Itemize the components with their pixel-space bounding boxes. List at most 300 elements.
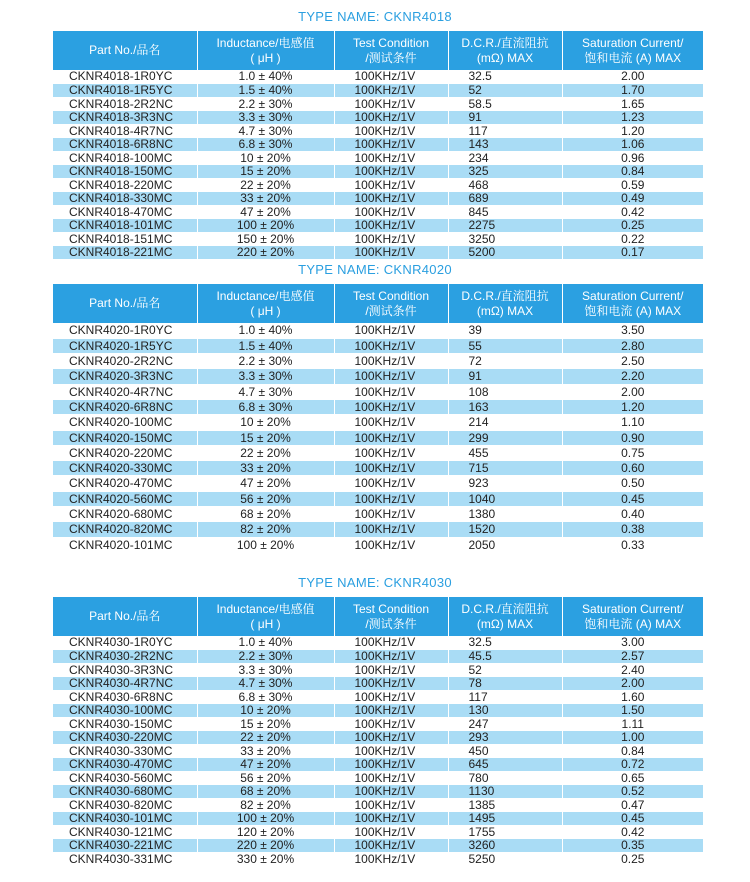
cell-dcr: 689	[448, 192, 562, 206]
cell-inductance: 33 ± 20%	[197, 192, 334, 206]
cell-dcr: 450	[448, 744, 562, 758]
table-row	[53, 852, 703, 866]
cell-part-no: CKNR4030-680MC	[53, 785, 197, 799]
cell-saturation-current: 0.72	[562, 758, 703, 772]
cell-dcr: 32.5	[448, 636, 562, 650]
cell-inductance: 3.3 ± 30%	[197, 663, 334, 677]
cell-inductance: 1.0 ± 40%	[197, 636, 334, 650]
table-row	[53, 415, 703, 430]
cell-part-no: CKNR4018-1R5YC	[53, 84, 197, 98]
type-title: TYPE NAME: CKNR4018	[298, 9, 452, 24]
cell-inductance: 1.5 ± 40%	[197, 84, 334, 98]
cell-saturation-current: 0.42	[562, 825, 703, 839]
cell-inductance: 1.5 ± 40%	[197, 338, 334, 353]
table-row	[53, 384, 703, 399]
cell-test-condition: 100KHz/1V	[334, 445, 448, 460]
cell-saturation-current: 0.96	[562, 151, 703, 165]
cell-inductance: 4.7 ± 30%	[197, 124, 334, 138]
cell-test-condition: 100KHz/1V	[334, 138, 448, 152]
cell-inductance: 2.2 ± 30%	[197, 354, 334, 369]
cell-test-condition: 100KHz/1V	[334, 232, 448, 246]
table-row	[53, 771, 703, 785]
cell-inductance: 1.0 ± 40%	[197, 70, 334, 84]
cell-part-no: CKNR4018-1R0YC	[53, 70, 197, 84]
cell-inductance: 220 ± 20%	[197, 839, 334, 853]
header-inductance: Inductance/电感值 ( μH )	[197, 284, 334, 323]
cell-saturation-current: 2.20	[562, 369, 703, 384]
table-row	[53, 476, 703, 491]
cell-test-condition: 100KHz/1V	[334, 537, 448, 552]
cell-saturation-current: 0.65	[562, 771, 703, 785]
cell-saturation-current: 3.50	[562, 323, 703, 338]
cell-test-condition: 100KHz/1V	[334, 704, 448, 718]
table-row	[53, 369, 703, 384]
cell-test-condition: 100KHz/1V	[334, 384, 448, 399]
header-dcr: D.C.R./直流阻抗 (mΩ) MAX	[448, 31, 562, 70]
cell-dcr: 1130	[448, 785, 562, 799]
cell-inductance: 47 ± 20%	[197, 758, 334, 772]
cell-dcr: 130	[448, 704, 562, 718]
cell-part-no: CKNR4020-150MC	[53, 430, 197, 445]
table-row	[53, 744, 703, 758]
cell-part-no: CKNR4018-2R2NC	[53, 97, 197, 111]
cell-saturation-current: 0.47	[562, 798, 703, 812]
cell-dcr: 247	[448, 717, 562, 731]
cell-dcr: 214	[448, 415, 562, 430]
cell-test-condition: 100KHz/1V	[334, 461, 448, 476]
cell-test-condition: 100KHz/1V	[334, 124, 448, 138]
cell-test-condition: 100KHz/1V	[334, 476, 448, 491]
header-row	[53, 284, 703, 323]
cell-saturation-current: 1.23	[562, 111, 703, 125]
cell-inductance: 6.8 ± 30%	[197, 138, 334, 152]
table-row	[53, 663, 703, 677]
cell-dcr: 455	[448, 445, 562, 460]
cell-part-no: CKNR4020-680MC	[53, 507, 197, 522]
cell-test-condition: 100KHz/1V	[334, 323, 448, 338]
cell-test-condition: 100KHz/1V	[334, 522, 448, 537]
cell-saturation-current: 1.11	[562, 717, 703, 731]
cell-inductance: 56 ± 20%	[197, 771, 334, 785]
table-row	[53, 232, 703, 246]
cell-test-condition: 100KHz/1V	[334, 771, 448, 785]
table-row	[53, 636, 703, 650]
cell-dcr: 2275	[448, 219, 562, 233]
cell-dcr: 143	[448, 138, 562, 152]
table-row	[53, 165, 703, 179]
cell-saturation-current: 0.49	[562, 192, 703, 206]
cell-saturation-current: 1.20	[562, 124, 703, 138]
cell-inductance: 82 ± 20%	[197, 798, 334, 812]
cell-dcr: 1495	[448, 812, 562, 826]
table-row	[53, 731, 703, 745]
cell-saturation-current: 0.40	[562, 507, 703, 522]
cell-saturation-current: 1.65	[562, 97, 703, 111]
cell-saturation-current: 1.50	[562, 704, 703, 718]
type-title: TYPE NAME: CKNR4020	[298, 262, 452, 277]
cell-dcr: 1755	[448, 825, 562, 839]
cell-test-condition: 100KHz/1V	[334, 246, 448, 260]
cell-part-no: CKNR4030-6R8NC	[53, 690, 197, 704]
header-saturation-current: Saturation Current/ 饱和电流 (A) MAX	[562, 284, 703, 323]
cell-saturation-current: 0.42	[562, 205, 703, 219]
cell-saturation-current: 3.00	[562, 636, 703, 650]
cell-part-no: CKNR4030-1R0YC	[53, 636, 197, 650]
cell-part-no: CKNR4030-2R2NC	[53, 650, 197, 664]
table-row	[53, 151, 703, 165]
cell-part-no: CKNR4018-150MC	[53, 165, 197, 179]
cell-dcr: 325	[448, 165, 562, 179]
cell-part-no: CKNR4020-220MC	[53, 445, 197, 460]
cell-dcr: 845	[448, 205, 562, 219]
cell-test-condition: 100KHz/1V	[334, 650, 448, 664]
cell-saturation-current: 0.60	[562, 461, 703, 476]
cell-saturation-current: 0.33	[562, 537, 703, 552]
cell-inductance: 82 ± 20%	[197, 522, 334, 537]
cell-saturation-current: 0.25	[562, 852, 703, 866]
cell-test-condition: 100KHz/1V	[334, 839, 448, 853]
cell-part-no: CKNR4030-150MC	[53, 717, 197, 731]
table-row	[53, 138, 703, 152]
cell-dcr: 55	[448, 338, 562, 353]
cell-inductance: 2.2 ± 30%	[197, 650, 334, 664]
cell-dcr: 1380	[448, 507, 562, 522]
cell-dcr: 58.5	[448, 97, 562, 111]
cell-test-condition: 100KHz/1V	[334, 97, 448, 111]
cell-part-no: CKNR4018-330MC	[53, 192, 197, 206]
table-row	[53, 178, 703, 192]
cell-test-condition: 100KHz/1V	[334, 744, 448, 758]
table-row	[53, 839, 703, 853]
cell-inductance: 6.8 ± 30%	[197, 399, 334, 414]
cell-test-condition: 100KHz/1V	[334, 507, 448, 522]
spec-table	[53, 284, 703, 553]
table-row	[53, 399, 703, 414]
cell-saturation-current: 1.20	[562, 399, 703, 414]
cell-test-condition: 100KHz/1V	[334, 677, 448, 691]
cell-inductance: 4.7 ± 30%	[197, 384, 334, 399]
cell-part-no: CKNR4030-220MC	[53, 731, 197, 745]
table-row	[53, 704, 703, 718]
cell-part-no: CKNR4018-151MC	[53, 232, 197, 246]
cell-dcr: 715	[448, 461, 562, 476]
cell-test-condition: 100KHz/1V	[334, 690, 448, 704]
cell-inductance: 56 ± 20%	[197, 491, 334, 506]
cell-dcr: 780	[448, 771, 562, 785]
table-row	[53, 323, 703, 338]
table-row	[53, 84, 703, 98]
cell-saturation-current: 1.70	[562, 84, 703, 98]
cell-test-condition: 100KHz/1V	[334, 70, 448, 84]
cell-inductance: 100 ± 20%	[197, 219, 334, 233]
table-row	[53, 537, 703, 552]
table-row	[53, 124, 703, 138]
cell-test-condition: 100KHz/1V	[334, 165, 448, 179]
table-row	[53, 812, 703, 826]
cell-dcr: 72	[448, 354, 562, 369]
cell-test-condition: 100KHz/1V	[334, 338, 448, 353]
header-inductance: Inductance/电感值 ( μH )	[197, 31, 334, 70]
cell-saturation-current: 2.00	[562, 384, 703, 399]
cell-test-condition: 100KHz/1V	[334, 852, 448, 866]
cell-dcr: 91	[448, 369, 562, 384]
header-test-condition: Test Condition /测试条件	[334, 597, 448, 636]
cell-inductance: 47 ± 20%	[197, 205, 334, 219]
cell-dcr: 117	[448, 690, 562, 704]
table-row	[53, 70, 703, 84]
cell-part-no: CKNR4030-221MC	[53, 839, 197, 853]
cell-dcr: 108	[448, 384, 562, 399]
table-row	[53, 430, 703, 445]
cell-part-no: CKNR4020-330MC	[53, 461, 197, 476]
table-row	[53, 461, 703, 476]
header-part-no: Part No./品名	[53, 284, 197, 323]
cell-inductance: 3.3 ± 30%	[197, 111, 334, 125]
cell-inductance: 10 ± 20%	[197, 151, 334, 165]
cell-dcr: 1040	[448, 491, 562, 506]
cell-part-no: CKNR4018-221MC	[53, 246, 197, 260]
cell-part-no: CKNR4018-6R8NC	[53, 138, 197, 152]
table-row	[53, 354, 703, 369]
cell-inductance: 15 ± 20%	[197, 717, 334, 731]
cell-inductance: 120 ± 20%	[197, 825, 334, 839]
table-row	[53, 205, 703, 219]
cell-part-no: CKNR4030-331MC	[53, 852, 197, 866]
cell-dcr: 39	[448, 323, 562, 338]
table-row	[53, 507, 703, 522]
cell-dcr: 2050	[448, 537, 562, 552]
cell-part-no: CKNR4020-820MC	[53, 522, 197, 537]
header-saturation-current: Saturation Current/ 饱和电流 (A) MAX	[562, 31, 703, 70]
cell-saturation-current: 1.10	[562, 415, 703, 430]
cell-dcr: 468	[448, 178, 562, 192]
cell-saturation-current: 0.38	[562, 522, 703, 537]
cell-test-condition: 100KHz/1V	[334, 205, 448, 219]
table-row	[53, 717, 703, 731]
cell-dcr: 645	[448, 758, 562, 772]
cell-saturation-current: 0.59	[562, 178, 703, 192]
cell-saturation-current: 0.50	[562, 476, 703, 491]
table-row	[53, 219, 703, 233]
cell-part-no: CKNR4020-101MC	[53, 537, 197, 552]
cell-inductance: 47 ± 20%	[197, 476, 334, 491]
cell-part-no: CKNR4030-121MC	[53, 825, 197, 839]
cell-part-no: CKNR4030-100MC	[53, 704, 197, 718]
cell-dcr: 293	[448, 731, 562, 745]
table-row	[53, 522, 703, 537]
cell-saturation-current: 0.90	[562, 430, 703, 445]
cell-part-no: CKNR4020-470MC	[53, 476, 197, 491]
cell-test-condition: 100KHz/1V	[334, 219, 448, 233]
cell-saturation-current: 0.45	[562, 812, 703, 826]
cell-dcr: 299	[448, 430, 562, 445]
type-title: TYPE NAME: CKNR4030	[298, 575, 452, 590]
cell-dcr: 163	[448, 399, 562, 414]
cell-test-condition: 100KHz/1V	[334, 354, 448, 369]
cell-part-no: CKNR4018-3R3NC	[53, 111, 197, 125]
header-dcr: D.C.R./直流阻抗 (mΩ) MAX	[448, 597, 562, 636]
cell-inductance: 330 ± 20%	[197, 852, 334, 866]
cell-dcr: 234	[448, 151, 562, 165]
cell-part-no: CKNR4020-4R7NC	[53, 384, 197, 399]
cell-saturation-current: 1.00	[562, 731, 703, 745]
cell-inductance: 15 ± 20%	[197, 430, 334, 445]
cell-inductance: 15 ± 20%	[197, 165, 334, 179]
cell-part-no: CKNR4020-6R8NC	[53, 399, 197, 414]
cell-saturation-current: 2.80	[562, 338, 703, 353]
cell-saturation-current: 0.25	[562, 219, 703, 233]
cell-part-no: CKNR4018-470MC	[53, 205, 197, 219]
cell-inductance: 68 ± 20%	[197, 785, 334, 799]
cell-saturation-current: 0.84	[562, 165, 703, 179]
header-test-condition: Test Condition /测试条件	[334, 31, 448, 70]
table-body	[53, 70, 703, 259]
cell-saturation-current: 2.57	[562, 650, 703, 664]
cell-test-condition: 100KHz/1V	[334, 151, 448, 165]
cell-saturation-current: 2.50	[562, 354, 703, 369]
cell-inductance: 33 ± 20%	[197, 461, 334, 476]
cell-test-condition: 100KHz/1V	[334, 798, 448, 812]
cell-saturation-current: 0.75	[562, 445, 703, 460]
cell-inductance: 1.0 ± 40%	[197, 323, 334, 338]
cell-test-condition: 100KHz/1V	[334, 491, 448, 506]
cell-part-no: CKNR4018-4R7NC	[53, 124, 197, 138]
table-row	[53, 758, 703, 772]
cell-test-condition: 100KHz/1V	[334, 758, 448, 772]
cell-dcr: 117	[448, 124, 562, 138]
cell-inductance: 6.8 ± 30%	[197, 690, 334, 704]
table-row	[53, 491, 703, 506]
cell-part-no: CKNR4030-470MC	[53, 758, 197, 772]
cell-dcr: 1385	[448, 798, 562, 812]
cell-test-condition: 100KHz/1V	[334, 731, 448, 745]
cell-dcr: 1520	[448, 522, 562, 537]
cell-inductance: 4.7 ± 30%	[197, 677, 334, 691]
table-row	[53, 677, 703, 691]
cell-part-no: CKNR4020-3R3NC	[53, 369, 197, 384]
header-part-no: Part No./品名	[53, 31, 197, 70]
cell-part-no: CKNR4020-1R5YC	[53, 338, 197, 353]
cell-saturation-current: 0.22	[562, 232, 703, 246]
cell-dcr: 91	[448, 111, 562, 125]
table-body	[53, 636, 703, 866]
cell-saturation-current: 0.35	[562, 839, 703, 853]
cell-dcr: 78	[448, 677, 562, 691]
table-row	[53, 246, 703, 260]
cell-dcr: 3250	[448, 232, 562, 246]
header-inductance: Inductance/电感值 ( μH )	[197, 597, 334, 636]
cell-saturation-current: 2.00	[562, 70, 703, 84]
cell-part-no: CKNR4020-1R0YC	[53, 323, 197, 338]
cell-test-condition: 100KHz/1V	[334, 812, 448, 826]
cell-dcr: 5250	[448, 852, 562, 866]
cell-saturation-current: 0.17	[562, 246, 703, 260]
cell-dcr: 923	[448, 476, 562, 491]
cell-saturation-current: 0.45	[562, 491, 703, 506]
cell-test-condition: 100KHz/1V	[334, 636, 448, 650]
table-row	[53, 111, 703, 125]
cell-part-no: CKNR4030-330MC	[53, 744, 197, 758]
cell-inductance: 2.2 ± 30%	[197, 97, 334, 111]
header-part-no: Part No./品名	[53, 597, 197, 636]
cell-part-no: CKNR4030-560MC	[53, 771, 197, 785]
cell-saturation-current: 0.52	[562, 785, 703, 799]
cell-inductance: 22 ± 20%	[197, 445, 334, 460]
cell-dcr: 52	[448, 663, 562, 677]
cell-test-condition: 100KHz/1V	[334, 369, 448, 384]
header-row	[53, 31, 703, 70]
cell-part-no: CKNR4020-2R2NC	[53, 354, 197, 369]
cell-inductance: 33 ± 20%	[197, 744, 334, 758]
cell-inductance: 22 ± 20%	[197, 731, 334, 745]
cell-inductance: 150 ± 20%	[197, 232, 334, 246]
table-row	[53, 338, 703, 353]
cell-part-no: CKNR4030-3R3NC	[53, 663, 197, 677]
cell-saturation-current: 1.60	[562, 690, 703, 704]
cell-dcr: 5200	[448, 246, 562, 260]
cell-inductance: 10 ± 20%	[197, 415, 334, 430]
table-row	[53, 825, 703, 839]
cell-test-condition: 100KHz/1V	[334, 785, 448, 799]
cell-test-condition: 100KHz/1V	[334, 192, 448, 206]
table-row	[53, 650, 703, 664]
cell-inductance: 22 ± 20%	[197, 178, 334, 192]
table-row	[53, 690, 703, 704]
table-row	[53, 445, 703, 460]
cell-test-condition: 100KHz/1V	[334, 111, 448, 125]
cell-inductance: 10 ± 20%	[197, 704, 334, 718]
table-row	[53, 798, 703, 812]
cell-inductance: 68 ± 20%	[197, 507, 334, 522]
cell-dcr: 3260	[448, 839, 562, 853]
cell-test-condition: 100KHz/1V	[334, 178, 448, 192]
cell-part-no: CKNR4030-4R7NC	[53, 677, 197, 691]
header-row	[53, 597, 703, 636]
spec-table	[53, 597, 703, 866]
cell-test-condition: 100KHz/1V	[334, 663, 448, 677]
cell-inductance: 100 ± 20%	[197, 537, 334, 552]
cell-part-no: CKNR4030-101MC	[53, 812, 197, 826]
cell-test-condition: 100KHz/1V	[334, 430, 448, 445]
cell-test-condition: 100KHz/1V	[334, 717, 448, 731]
cell-saturation-current: 0.84	[562, 744, 703, 758]
cell-part-no: CKNR4018-101MC	[53, 219, 197, 233]
cell-dcr: 32.5	[448, 70, 562, 84]
cell-dcr: 52	[448, 84, 562, 98]
header-dcr: D.C.R./直流阻抗 (mΩ) MAX	[448, 284, 562, 323]
cell-saturation-current: 2.40	[562, 663, 703, 677]
cell-saturation-current: 1.06	[562, 138, 703, 152]
table-body	[53, 323, 703, 552]
cell-test-condition: 100KHz/1V	[334, 84, 448, 98]
header-test-condition: Test Condition /测试条件	[334, 284, 448, 323]
cell-part-no: CKNR4020-100MC	[53, 415, 197, 430]
header-saturation-current: Saturation Current/ 饱和电流 (A) MAX	[562, 597, 703, 636]
cell-dcr: 45.5	[448, 650, 562, 664]
spec-table	[53, 31, 703, 260]
table-row	[53, 192, 703, 206]
cell-part-no: CKNR4018-220MC	[53, 178, 197, 192]
cell-test-condition: 100KHz/1V	[334, 415, 448, 430]
cell-test-condition: 100KHz/1V	[334, 825, 448, 839]
cell-part-no: CKNR4030-820MC	[53, 798, 197, 812]
table-row	[53, 97, 703, 111]
cell-part-no: CKNR4018-100MC	[53, 151, 197, 165]
cell-inductance: 220 ± 20%	[197, 246, 334, 260]
cell-inductance: 100 ± 20%	[197, 812, 334, 826]
table-row	[53, 785, 703, 799]
cell-inductance: 3.3 ± 30%	[197, 369, 334, 384]
